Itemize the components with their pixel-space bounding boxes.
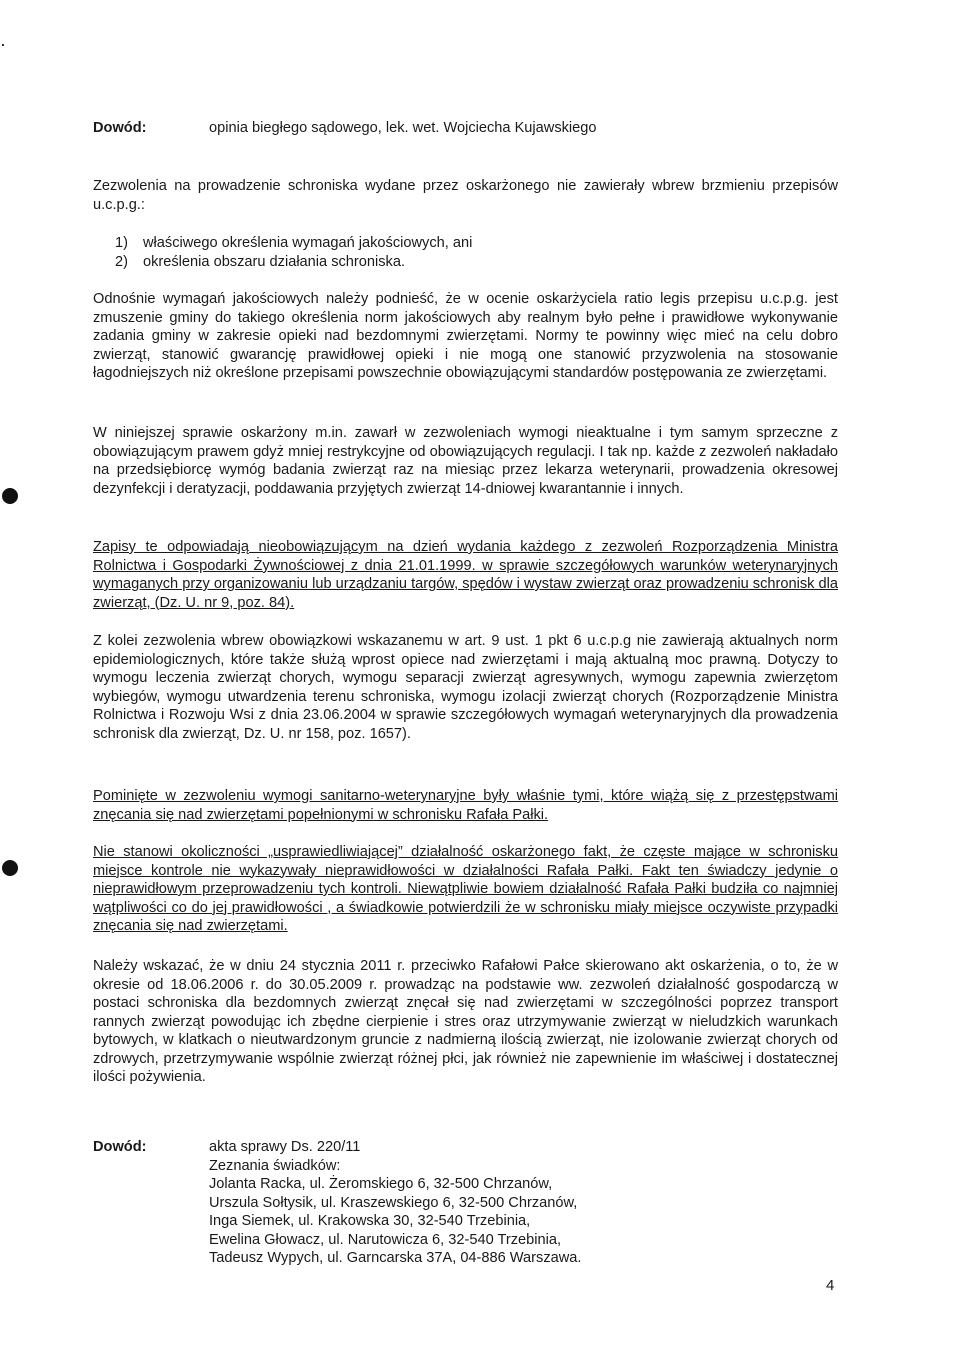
list-item [93, 253, 838, 272]
paragraph-permits: Zezwolenia na prowadzenie schroniska wydane przez oskarżonego nie zawierały wbrew brzmieniu przepisów u.c.p.g.: [93, 178, 838, 213]
list-item-number: 1) [115, 235, 128, 251]
evidence-list [209, 1138, 581, 1268]
binder-hole-top [2, 488, 18, 504]
evidence-text: opinia biegłego sądowego, lek. wet. Wojciecha Kujawskiego [209, 120, 597, 136]
evidence-row-1 [93, 119, 838, 138]
paragraph-indictment: Należy wskazać, że w dniu 24 stycznia 2011 r. przeciwko Rafałowi Pałce skierowano akt oskarżenia, o to, że w okresie od 18.06.2006 r. do 30.05.2009 r. prowadząc na podstawie ww. zezwoleń działalność gospodarczą w postaci schroniska dla bezdomnych zwierząt znęcał się nad zwierzętami w szczególności poprzez transport rannych zwierząt powodując ich zbędne cierpienie i stres oraz utrzymywanie zwierząt w nieludzkich warunkach bytowych, w klatkach o nieutwardzonym gruncie z nadmierną ilością zwierząt, nie izolowanie zwierząt chorych od zdrowych, przetrzymywanie wspólnie zwierząt różnej płci, jak również nie zapewnienie im właściwej i dostatecznej ilości pożywienia. [93, 958, 838, 1085]
witness-line: Tadeusz Wypych, ul. Garncarska 37A, 04-886 Warszawa. [209, 1250, 582, 1266]
paragraph-present-case: W niniejszej sprawie oskarżony m.in. zawarł w zezwoleniach wymogi nieaktualne i tym samym sprzeczne z obowiązującym prawem gdyż mniej restrykcyjne od obowiązujących regulacji. I tak np. każde z zezwoleń nakładało na przedsiębiorcę wymóg badania zwierząt raz na miesiąc przez lekarza weterynarii, prowadzenia okresowej dezynfekcji i deratyzacji, poddawania przyjętych zwierząt 14-dniowej kwarantannie i innych. [93, 425, 838, 497]
scan-speck [2, 44, 4, 46]
evidence-line: akta sprawy Ds. 220/11 [209, 1139, 361, 1155]
list-item-text: właściwego określenia wymagań jakościowych, ani [143, 235, 473, 251]
page-number: 4 [826, 1277, 835, 1294]
list-item-number: 2) [115, 253, 128, 270]
paragraph-regulation-reference: Zapisy te odpowiadają nieobowiązującym na dzień wydania każdego z zezwoleń Rozporządzenia Ministra Rolnictwa i Gospodarki Żywnościowej z dnia 21.01.1999. w sprawie szczegółowych warunków weterynaryjnych wymaganych przy organizowaniu lub urządzaniu targów, spędów i wystaw zwierząt oraz prowadzeniu schronisk dla zwierząt, (Dz. U. nr 9, poz. 84). [93, 539, 838, 611]
witness-line: Inga Siemek, ul. Krakowska 30, 32-540 Trzebinia, [209, 1213, 531, 1229]
binder-hole-bottom [2, 860, 18, 876]
list-item [93, 234, 838, 253]
witness-line: Urszula Sołtysik, ul. Kraszewskiego 6, 32-500 Chrzanów, [209, 1194, 578, 1211]
witness-line: Ewelina Głowacz, ul. Narutowicza 6, 32-540 Trzebinia, [209, 1231, 562, 1248]
evidence-label: Dowód: [93, 120, 147, 136]
witness-line: Jolanta Racka, ul. Żeromskiego 6, 32-500 Chrzanów, [209, 1176, 553, 1192]
paragraph-epidemiological-norms: Z kolei zezwolenia wbrew obowiązkowi wskazanemu w art. 9 ust. 1 pkt 6 u.c.p.g nie zawierają aktualnych norm epidemiologicznych, które także służą wprost opiece nad zwierzętami i mają aktualną moc prawną. Dotyczy to wymogu leczenia zwierząt chorych, wymogu separacji zwierząt agresywnych, wymogu zapewnia zwierzętom wybiegów, wymogu utwardzenia terenu schroniska, wymogu izolacji zwierząt chorych (Rozporządzenie Ministra Rolnictwa i Rozwoju Wsi z dnia 23.06.2004 w sprawie szczegółowych wymagań weterynaryjnych dla prowadzenia schronisk dla zwierząt, Dz. U. nr 158, poz. 1657). [93, 633, 838, 742]
evidence-line: Zeznania świadków: [209, 1157, 341, 1174]
evidence-row-2 [93, 1138, 838, 1268]
paragraph-omitted-requirements: Pominięte w zezwoleniu wymogi sanitarno-weterynaryjne były właśnie tymi, które wiążą się z przestępstwami znęcania się nad zwierzętami popełnionymi w schronisku Rafała Pałki. [93, 788, 838, 823]
list-item-text: określenia obszaru działania schroniska. [143, 253, 406, 270]
paragraph-quality-requirements: Odnośnie wymagań jakościowych należy podnieść, że w ocenie oskarżyciela ratio legis przepisu u.c.p.g. jest zmuszenie gminy do takiego określenia norm jakościowych aby realnym było pełne i prawidłowe wykonywanie zadania gminy w zakresie opieki nad bezdomnymi zwierzętami. Normy te powinny więc mieć na celu dobro zwierząt, stanowić gwarancję prawidłowej opieki i nie mogą one stanowić przyzwolenia na stosowanie łagodniejszych niż określone przepisami powszechnie obowiązującymi standardów postępowania ze zwierzętami. [93, 291, 838, 381]
paragraph-inspections: Nie stanowi okoliczności „usprawiedliwiającej” działalność oskarżonego fakt, że częste mające w schronisku miejsce kontrole nie wykazywały nieprawidłowości w działalności Rafała Pałki. Fakt ten świadczy jedynie o nieprawidłowym przeprowadzeniu tych kontroli. Niewątpliwie bowiem działalność Rafała Pałki budziła co najmniej wątpliwości co do jej prawidłowości , a świadkowie potwierdzili że w schronisku miały miejsce oczywiste przypadki znęcania się nad zwierzętami. [93, 844, 838, 934]
evidence-label: Dowód: [93, 1139, 147, 1155]
requirements-list [93, 234, 838, 271]
